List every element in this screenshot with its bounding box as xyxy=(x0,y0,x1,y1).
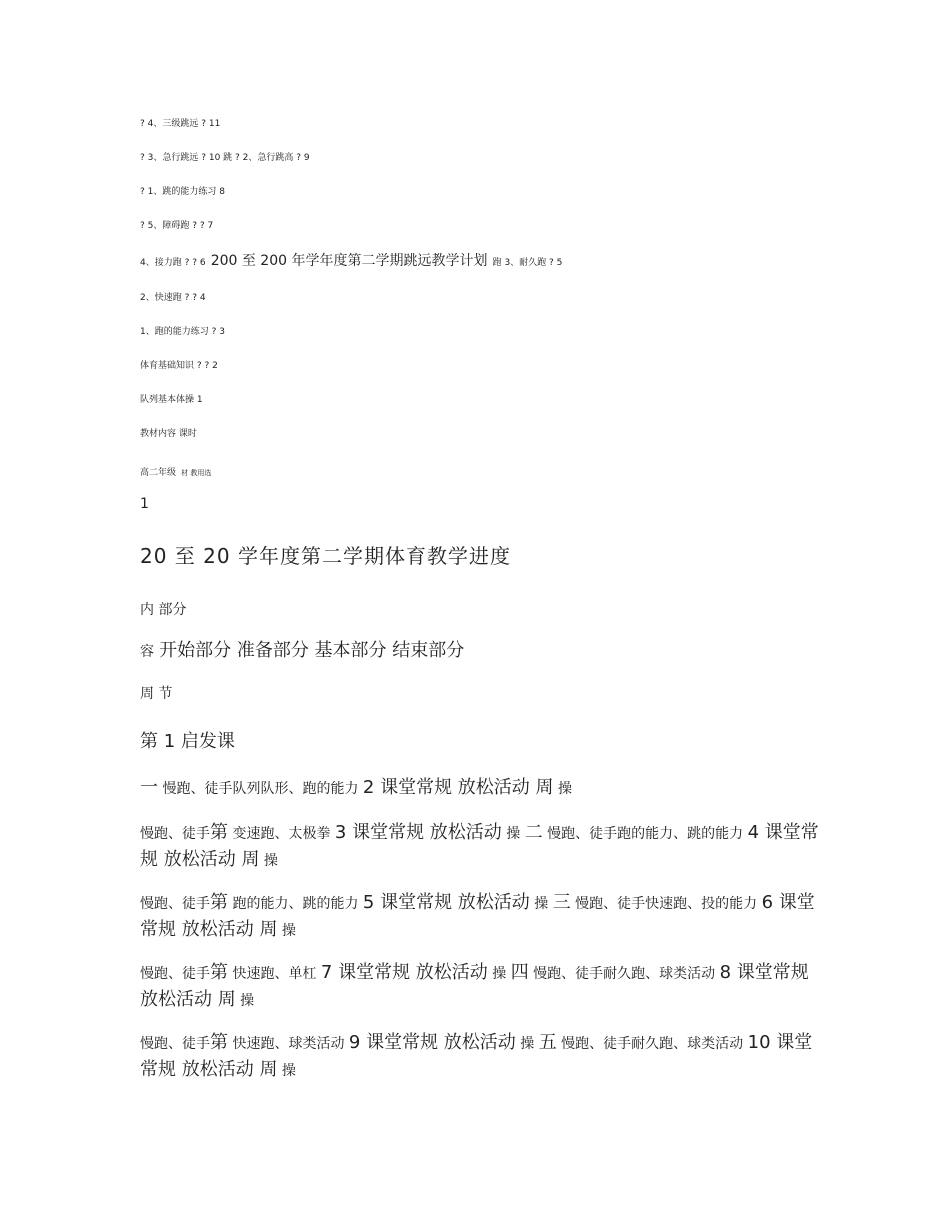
toc-line-mixed xyxy=(140,250,562,270)
schedule-row-text: 五 xyxy=(538,1032,557,1053)
toc-line-hurdles: ? 5、障碍跑 ? ? 7 xyxy=(140,221,214,231)
schedule-row-text: 变速跑、太极拳 xyxy=(228,826,335,842)
toc-line-drill: 队列基本体操 1 xyxy=(140,395,203,405)
schedule-row-text: 6 课堂常规 放松活动 周 xyxy=(140,892,815,940)
schedule-row-text: 二 xyxy=(524,822,543,843)
schedule-row-text: 操 xyxy=(277,1063,296,1079)
toc-line-basic-knowledge: 体育基础知识 ? ? 2 xyxy=(140,361,218,371)
schedule-row-text: 慢跑、徒手 xyxy=(140,1036,210,1052)
toc-line-run-ability: 1、跑的能力练习 ? 3 xyxy=(140,327,225,337)
schedule-row-text: 慢跑、徒手 xyxy=(140,896,210,912)
schedule-row-text: 2 课堂常规 放松活动 周 xyxy=(362,777,554,798)
schedule-row-text: 一 xyxy=(140,777,158,798)
schedule-row-text: 9 课堂常规 放松活动 xyxy=(348,1032,516,1053)
week-1-row: 第 1 启发课 xyxy=(140,731,235,752)
page-number: 1 xyxy=(140,496,149,512)
schedule-row-text: 操 xyxy=(487,966,511,982)
schedule-row-text: 慢跑、徒手队列队形、跑的能力 xyxy=(158,781,363,797)
schedule-row xyxy=(140,820,830,874)
schedule-row-text: 慢跑、徒手跑的能力、跳的能力 xyxy=(542,826,748,842)
schedule-row-text: 操 xyxy=(235,993,255,1009)
schedule-row-text: 慢跑、徒手 xyxy=(140,966,210,982)
schedule-row-text: 四 xyxy=(510,962,529,983)
schedule-row-text: 3 课堂常规 放松活动 xyxy=(334,822,502,843)
schedule-row xyxy=(140,775,830,802)
schedule-row-text: 操 xyxy=(529,896,553,912)
schedule-row-text: 7 课堂常规 放松活动 xyxy=(320,962,488,983)
schedule-row-text: 快速跑、单杠 xyxy=(228,966,321,982)
table-head-content-char: 容 xyxy=(140,644,154,660)
schedule-row-text: 慢跑、徒手耐久跑、球类活动 xyxy=(556,1036,748,1052)
schedule-row-text: 第 xyxy=(210,822,228,843)
toc-endurance-text: 跑 3、耐久跑 ? 5 xyxy=(492,258,563,268)
schedule-row-text: 8 课堂常规 放松活动 周 xyxy=(140,962,809,1010)
toc-relay-text: 4、接力跑 ? ? 6 xyxy=(140,258,206,268)
jump-plan-title: 200 至 200 年学年度第二学期跳远教学计划 xyxy=(210,253,488,269)
schedule-row xyxy=(140,1030,830,1084)
schedule-row-text: 三 xyxy=(552,892,571,913)
schedule-row xyxy=(140,890,830,944)
toc-line-jump-ability: ? 1、跳的能力练习 8 xyxy=(140,187,225,197)
schedule-row-text: 5 课堂常规 放松活动 xyxy=(362,892,530,913)
schedule-row-text: 跑的能力、跳的能力 xyxy=(228,896,363,912)
schedule-row-text: 第 xyxy=(210,1032,228,1053)
toc-line-running-jumps: ? 3、急行跳远 ? 10 跳 ? 2、急行跳高 ? 9 xyxy=(140,153,310,163)
schedule-row-text: 操 xyxy=(259,853,278,869)
table-head-parts-label: 开始部分 准备部分 基本部分 结束部分 xyxy=(159,640,465,661)
table-head-content: 内 部分 xyxy=(140,602,187,618)
schedule-row-text: 10 课堂常规 放松活动 周 xyxy=(140,1032,813,1080)
toc-line-sprint: 2、快速跑 ? ? 4 xyxy=(140,293,206,303)
grade-label: 高二年级 xyxy=(140,468,177,478)
schedule-row-text: 第 xyxy=(210,962,228,983)
header-content-hours: 教材内容 课时 xyxy=(140,429,197,439)
schedule-row-text: 慢跑、徒手快速跑、投的能力 xyxy=(570,896,762,912)
schedule-row-text: 操 xyxy=(277,923,296,939)
schedule-row xyxy=(140,960,830,1014)
grade-note: 材 教用选 xyxy=(181,469,212,477)
table-head-parts xyxy=(140,636,464,662)
schedule-row-text: 操 xyxy=(501,826,525,842)
schedule-row-text: 慢跑、徒手耐久跑、球类活动 xyxy=(528,966,720,982)
header-grade-line xyxy=(140,460,211,479)
schedule-row-text: 4 课堂常规 放松活动 周 xyxy=(140,822,819,870)
schedule-row-text: 操 xyxy=(553,781,572,797)
toc-line-triple-jump: ? 4、三级跳远 ? 11 xyxy=(140,119,221,129)
table-head-week: 周 节 xyxy=(140,686,173,702)
schedule-row-text: 操 xyxy=(515,1036,539,1052)
schedule-row-text: 第 xyxy=(210,892,228,913)
page-title: 20 至 20 学年度第二学期体育教学进度 xyxy=(140,544,511,568)
schedule-row-text: 慢跑、徒手 xyxy=(140,826,210,842)
schedule-row-text: 快速跑、球类活动 xyxy=(228,1036,349,1052)
